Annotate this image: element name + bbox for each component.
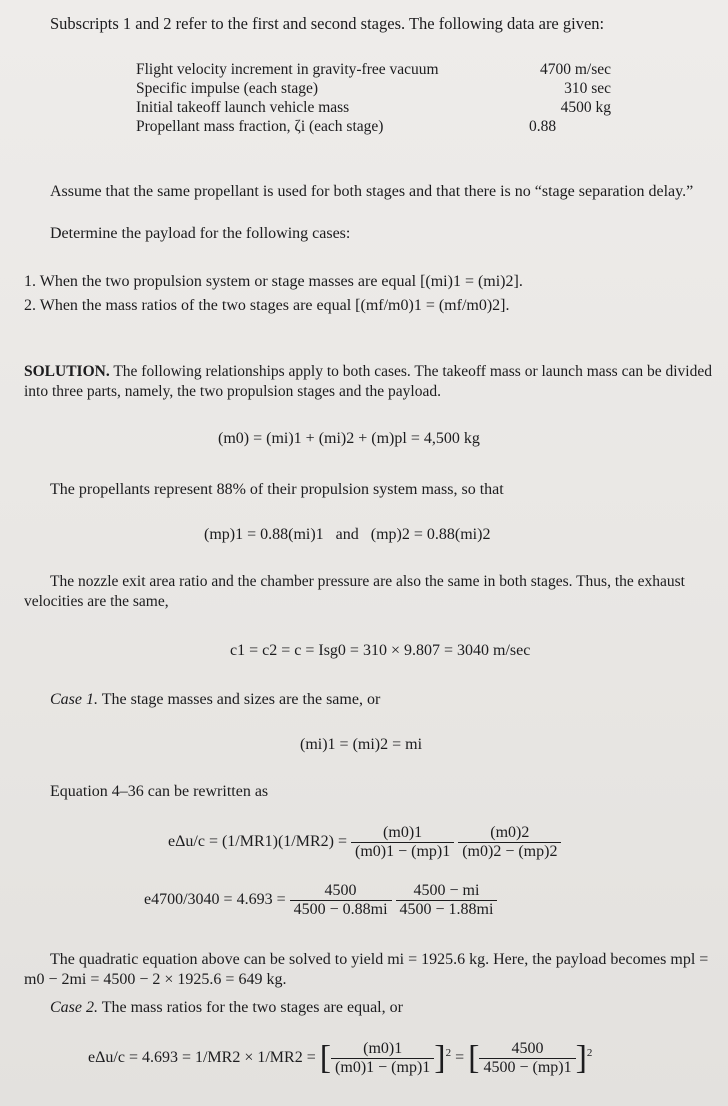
case1-heading: Case 1. The stage masses and sizes are the same, or [50, 691, 381, 708]
propellants-text: The propellants represent 88% of their propulsion system mass, so that [50, 481, 504, 498]
solution-paragraph: SOLUTION. The following relationships apply to both cases. The takeoff mass or launch mass can be divided into three parts, namely, the two propulsion stages and the payload. [24, 363, 712, 400]
given-data-table [136, 60, 611, 136]
equation-rewritten-text: Equation 4–36 can be rewritten as [50, 783, 269, 800]
solution-label: SOLUTION. [24, 363, 110, 380]
equation-case1-numeric: e4700/3040 = 4.693 = $\frac{4500}{4500 - 0.88mi}$ $\frac{4500 - mi}{4500 - 1.88mi}$ [144, 882, 497, 919]
case-item-2: 2. When the mass ratios of the two stages are equal [(mf/m0)1 = (mf/m0)2]. [24, 297, 510, 314]
case2-heading: Case 2. The mass ratios for the two stages are equal, or [50, 999, 403, 1016]
determine-text: Determine the payload for the following cases: [50, 225, 351, 242]
fraction: $\frac{4500}{4500 - 0.88mi}$ [290, 882, 392, 919]
given-row: Flight velocity increment in gravity-free vacuum 4700 m/sec [136, 61, 611, 78]
equation-exhaust-velocity: c1 = c2 = c = Isg0 = 310 × 9.807 = 3040 m/sec [230, 642, 531, 659]
equation-takeoff-mass: (m0) = (mi)1 + (mi)2 + (m)pl = 4,500 kg [218, 430, 480, 447]
nozzle-paragraph: The nozzle exit area ratio and the chamber pressure are also the same in both stages. Thus, the exhaust velocities are the same, [24, 573, 685, 610]
given-row: Specific impulse (each stage) 310 sec [136, 80, 611, 97]
equation-case2: eΔu/c = 4.693 = 1/MR2 × 1/MR2 = [ $\frac{(m0)1}{(m0)1 - (mp)1}$ ]$^2$ = [ $\frac{4500}{4500 - (mp)1}$ ]$^2$ [88, 1039, 593, 1077]
fraction: $\frac{(m0)1}{(m0)1 - (mp)1}$ [331, 1040, 434, 1077]
equation-propellant-mass: (mp)1 = 0.88(mi)1 and (mp)2 = 0.88(mi)2 [204, 526, 491, 543]
fraction: $\frac{(m0)2}{(m0)2 - (mp)2}$ [458, 824, 561, 861]
quadratic-paragraph: The quadratic equation above can be solved to yield mi = 1925.6 kg. Here, the payload becomes mpl = m0 − 2mi = 4500 − 2 × 1925.6 = 649 kg. [24, 951, 709, 988]
given-row: Initial takeoff launch vehicle mass 4500 kg [136, 99, 611, 116]
given-row: Propellant mass fraction, ζi (each stage) 0.88 [136, 118, 557, 135]
fraction: $\frac{4500 - mi}{4500 - 1.88mi}$ [396, 882, 498, 919]
assumption-paragraph: Assume that the same propellant is used for both stages and that there is no “stage separation delay.” [50, 183, 694, 200]
fraction: $\frac{4500}{4500 - (mp)1}$ [479, 1040, 575, 1077]
fraction: $\frac{(m0)1}{(m0)1 - (mp)1}$ [351, 824, 454, 861]
intro-text: Subscripts 1 and 2 refer to the first and second stages. The following data are given: [50, 14, 605, 33]
equation-equal-stage-mass: (mi)1 = (mi)2 = mi [300, 736, 423, 753]
case-item-1: 1. When the two propulsion system or stage masses are equal [(mi)1 = (mi)2]. [24, 273, 523, 290]
equation-mass-ratio: eΔu/c = (1/MR1)(1/MR2) = $\frac{(m0)1}{(m0)1 - (mp)1}$ $\frac{(m0)2}{(m0)2 - (mp)2}$ [168, 824, 561, 861]
